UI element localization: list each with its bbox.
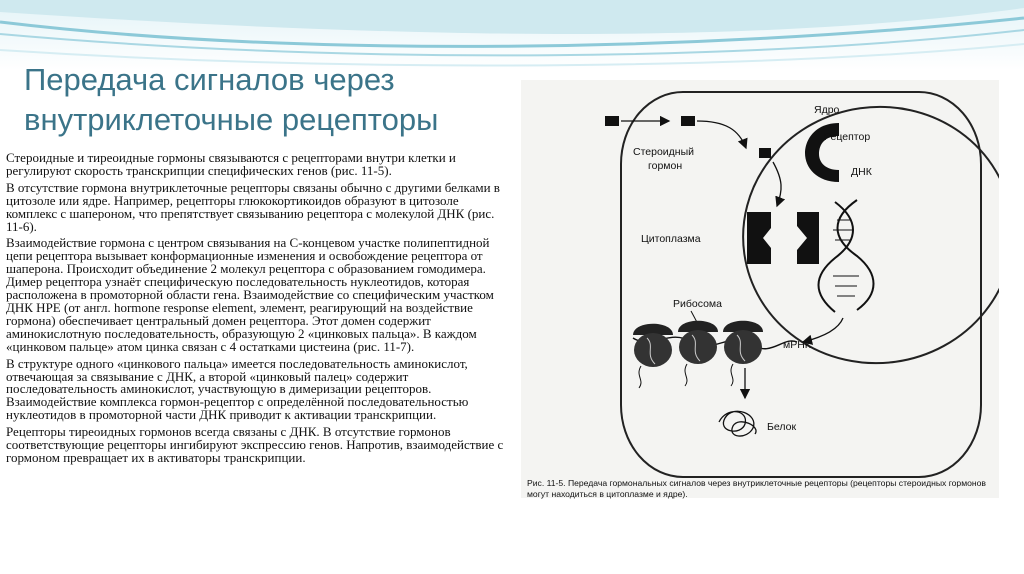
figure-caption: Рис. 11-5. Передача гормональных сигналов через внутриклеточные рецепторы (рецепторы стероидных гормонов могут находиться в цитоплазме и ядре). — [527, 478, 986, 499]
arrow — [773, 162, 781, 206]
dna-helix-strand — [838, 200, 874, 310]
label-ribosome: Рибосома — [673, 298, 722, 310]
label-protein: Белок — [767, 421, 797, 433]
ribosome-icon — [633, 324, 673, 367]
paragraph: В отсутствие гормона внутриклеточные рецепторы связаны обычно с другими белками в цитозоле или ядре. Например, рецепторы глюкокортикоидов образуют в цитозоле комплекс с шапероном, что препятствует связыванию рецептора с молекулой ДНК (рис. 11-6). — [6, 179, 500, 234]
label-mrna: мРНК — [783, 339, 811, 351]
protein-icon — [719, 411, 756, 436]
receptor-dimer-right — [797, 212, 819, 264]
paragraph: Стероидные и тиреоидные гормоны связываются с рецепторами внутри клетки и регулируют скорость транскрипции специфических генов (рис. 11-5). — [6, 150, 456, 178]
receptor-dimer-left — [747, 212, 771, 264]
label-steroid-line2: гормон — [648, 160, 683, 172]
body-text — [6, 152, 512, 469]
hormone-molecule — [681, 116, 695, 126]
ribosome-icon — [678, 321, 718, 364]
arrow — [697, 121, 746, 148]
paragraph: В структуре одного «цинкового пальца» имеется последовательность аминокислот, отвечающая за связывание с ДНК, а второй «цинковый палец» содержит последовательность аминокислот, участвующую в димеризации рецепторов. Взаимодействие комплекса гормон-рецептор с определённой последовательностью нуклеотидов в промоторной части ДНК приводит к активации транскрипции. — [6, 355, 469, 423]
label-cytoplasm: Цитоплазма — [641, 233, 701, 245]
cell-signaling-figure — [521, 80, 999, 498]
slide-title: Передача сигналов через внутриклеточные рецепторы — [24, 62, 439, 137]
ribosome-icon — [723, 321, 763, 364]
label-dna: ДНК — [851, 166, 872, 178]
hormone-molecule — [759, 148, 771, 158]
paragraph: Взаимодействие гормона с центром связывания на С-концевом участке полипептидной цепи рецептора вызывает конформационные изменения и освобождение рецептора от шаперона. Происходит объединение 2 молекул рецептора с образованием гомодимера. Димер рецептора узнаёт специфическую последовательность нуклеотидов, которая расположена в промоторной области гена. Взаимодействие со специфическим участком ДНК HPE (от англ. hormone response element, элемент, реагирующий на воздействие гормона) обеспечивает центральный домен рецептора. Этот домен содержит аминокислотную последовательность, образующую 2 «цинковых пальца». В каждом «цинковом пальце» атом цинка связан с 4 остатками цистеина (рис. 11-7). — [6, 235, 494, 354]
label-steroid-line1: Стероидный — [633, 146, 694, 158]
label-nucleus: Ядро — [814, 104, 840, 116]
paragraph: Рецепторы тиреоидных гормонов всегда связаны с ДНК. В отсутствие гормонов соответствующие рецепторы ингибируют экспрессию генов. Напротив, взаимодействие с гормоном превращает их в активаторы транскрипции. — [6, 424, 504, 465]
hormone-molecule — [605, 116, 619, 126]
label-receptor: Рецептор — [824, 131, 871, 143]
